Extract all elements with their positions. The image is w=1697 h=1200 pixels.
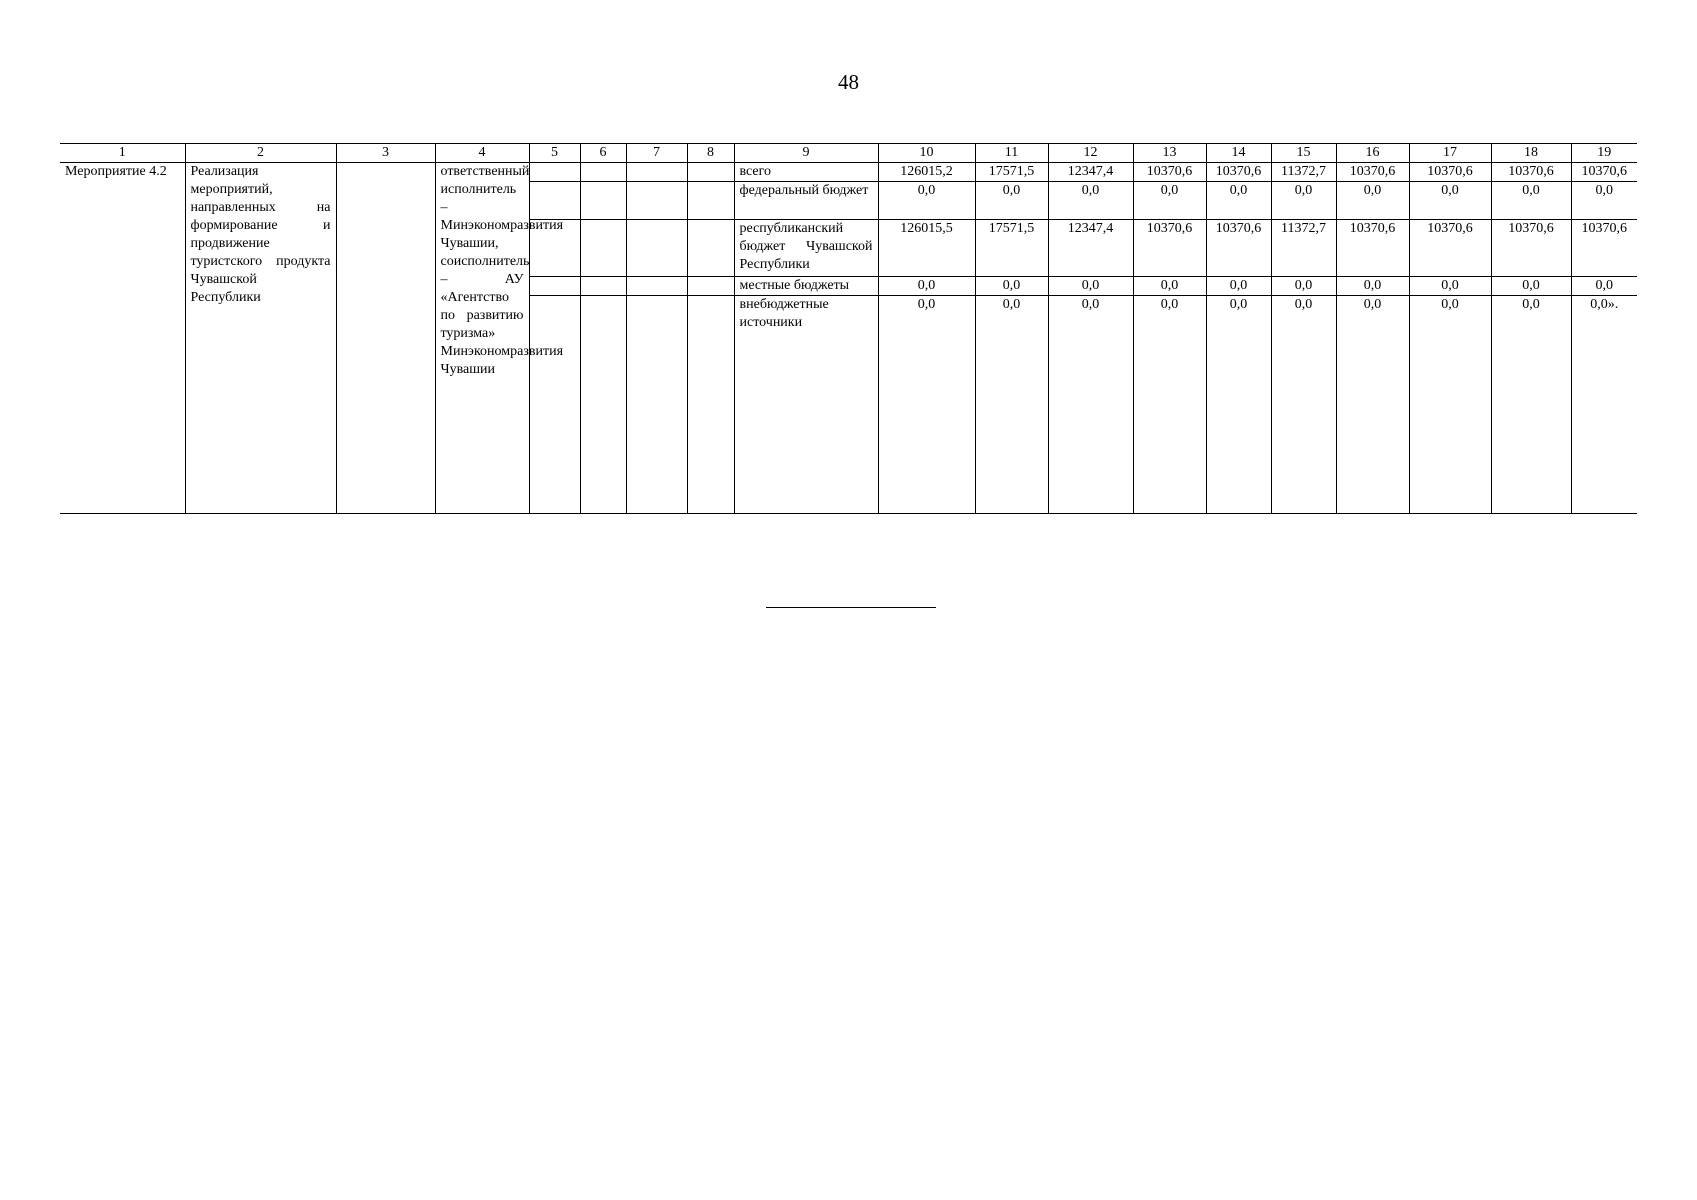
funding-source-cell: республиканский бюджет Чувашской Республики	[734, 220, 878, 277]
value-cell: 0,0	[878, 296, 975, 514]
value-cell: 0,0	[975, 182, 1048, 220]
empty-cell	[580, 277, 626, 296]
value-cell: 0,0	[1271, 182, 1336, 220]
header-cell-19: 19	[1571, 144, 1637, 163]
empty-cell	[580, 163, 626, 182]
empty-cell	[529, 163, 580, 182]
value-cell: 0,0	[1133, 277, 1206, 296]
value-cell: 0,0	[878, 182, 975, 220]
table-row	[60, 163, 1637, 182]
value-cell: 0,0	[975, 296, 1048, 514]
value-cell: 0,0	[1133, 296, 1206, 514]
value-cell: 0,0	[1491, 277, 1571, 296]
header-cell-13: 13	[1133, 144, 1206, 163]
header-cell-15: 15	[1271, 144, 1336, 163]
header-cell-11: 11	[975, 144, 1048, 163]
empty-cell	[687, 277, 734, 296]
page-number: 48	[838, 70, 859, 94]
value-cell: 11372,7	[1271, 220, 1336, 277]
empty-cell	[687, 296, 734, 514]
empty-cell	[687, 182, 734, 220]
header-cell-10: 10	[878, 144, 975, 163]
value-cell: 10370,6	[1336, 220, 1409, 277]
header-cell-6: 6	[580, 144, 626, 163]
value-cell: 10370,6	[1571, 163, 1637, 182]
budget-table	[60, 143, 1637, 514]
value-cell: 0,0	[1409, 296, 1491, 514]
empty-cell	[580, 182, 626, 220]
value-cell: 0,0	[1048, 296, 1133, 514]
value-cell: 12347,4	[1048, 163, 1133, 182]
empty-cell	[626, 277, 687, 296]
value-cell: 0,0	[975, 277, 1048, 296]
value-cell: 0,0	[1271, 277, 1336, 296]
empty-cell	[529, 182, 580, 220]
value-cell: 0,0	[1336, 277, 1409, 296]
value-cell: 10370,6	[1336, 163, 1409, 182]
header-cell-8: 8	[687, 144, 734, 163]
value-cell: 10370,6	[1206, 220, 1271, 277]
value-cell: 126015,2	[878, 163, 975, 182]
empty-cell	[580, 220, 626, 277]
value-cell: 0,0	[1409, 182, 1491, 220]
value-cell: 0,0	[1206, 277, 1271, 296]
value-cell: 10370,6	[1571, 220, 1637, 277]
header-cell-4: 4	[435, 144, 529, 163]
header-cell-14: 14	[1206, 144, 1271, 163]
header-cell-12: 12	[1048, 144, 1133, 163]
empty-cell	[529, 296, 580, 514]
empty-cell	[626, 182, 687, 220]
header-cell-16: 16	[1336, 144, 1409, 163]
funding-source-cell: внебюджетные источники	[734, 296, 878, 514]
empty-cell	[626, 296, 687, 514]
value-cell: 10370,6	[1133, 163, 1206, 182]
event-responsible-cell: ответственный исполнитель – Минэкономразвития Чувашии, соисполнитель – АУ «Агентство по развитию туризма» Минэкономразвития Чувашии	[435, 163, 529, 514]
header-cell-7: 7	[626, 144, 687, 163]
header-cell-1: 1	[60, 144, 185, 163]
value-cell: 0,0	[1409, 277, 1491, 296]
value-cell: 0,0	[1491, 182, 1571, 220]
header-cell-5: 5	[529, 144, 580, 163]
value-cell: 0,0	[1571, 182, 1637, 220]
table-header-row	[60, 144, 1637, 163]
empty-cell	[687, 163, 734, 182]
event-name-cell: Реализация мероприятий, направленных на формирование и продвижение туристского продукта Чувашской Республики	[185, 163, 336, 514]
header-cell-2: 2	[185, 144, 336, 163]
value-cell: 0,0	[1336, 296, 1409, 514]
empty-cell	[626, 220, 687, 277]
footer-divider	[766, 607, 936, 608]
value-cell: 0,0».	[1571, 296, 1637, 514]
empty-cell	[580, 296, 626, 514]
value-cell: 0,0	[878, 277, 975, 296]
event-code-cell: Мероприятие 4.2	[60, 163, 185, 514]
value-cell: 0,0	[1491, 296, 1571, 514]
value-cell: 0,0	[1048, 277, 1133, 296]
funding-source-cell: всего	[734, 163, 878, 182]
value-cell: 0,0	[1336, 182, 1409, 220]
value-cell: 10370,6	[1491, 220, 1571, 277]
funding-source-cell: местные бюджеты	[734, 277, 878, 296]
funding-source-cell: федеральный бюджет	[734, 182, 878, 220]
empty-cell	[529, 277, 580, 296]
value-cell: 12347,4	[1048, 220, 1133, 277]
value-cell: 10370,6	[1206, 163, 1271, 182]
value-cell: 10370,6	[1409, 163, 1491, 182]
event-col3-cell	[336, 163, 435, 514]
header-cell-17: 17	[1409, 144, 1491, 163]
header-cell-3: 3	[336, 144, 435, 163]
value-cell: 11372,7	[1271, 163, 1336, 182]
value-cell: 17571,5	[975, 163, 1048, 182]
value-cell: 0,0	[1206, 296, 1271, 514]
empty-cell	[626, 163, 687, 182]
value-cell: 10370,6	[1133, 220, 1206, 277]
value-cell: 0,0	[1271, 296, 1336, 514]
value-cell: 0,0	[1133, 182, 1206, 220]
value-cell: 0,0	[1048, 182, 1133, 220]
empty-cell	[687, 220, 734, 277]
value-cell: 17571,5	[975, 220, 1048, 277]
value-cell: 10370,6	[1491, 163, 1571, 182]
header-cell-9: 9	[734, 144, 878, 163]
value-cell: 0,0	[1206, 182, 1271, 220]
header-cell-18: 18	[1491, 144, 1571, 163]
value-cell: 126015,5	[878, 220, 975, 277]
value-cell: 0,0	[1571, 277, 1637, 296]
value-cell: 10370,6	[1409, 220, 1491, 277]
